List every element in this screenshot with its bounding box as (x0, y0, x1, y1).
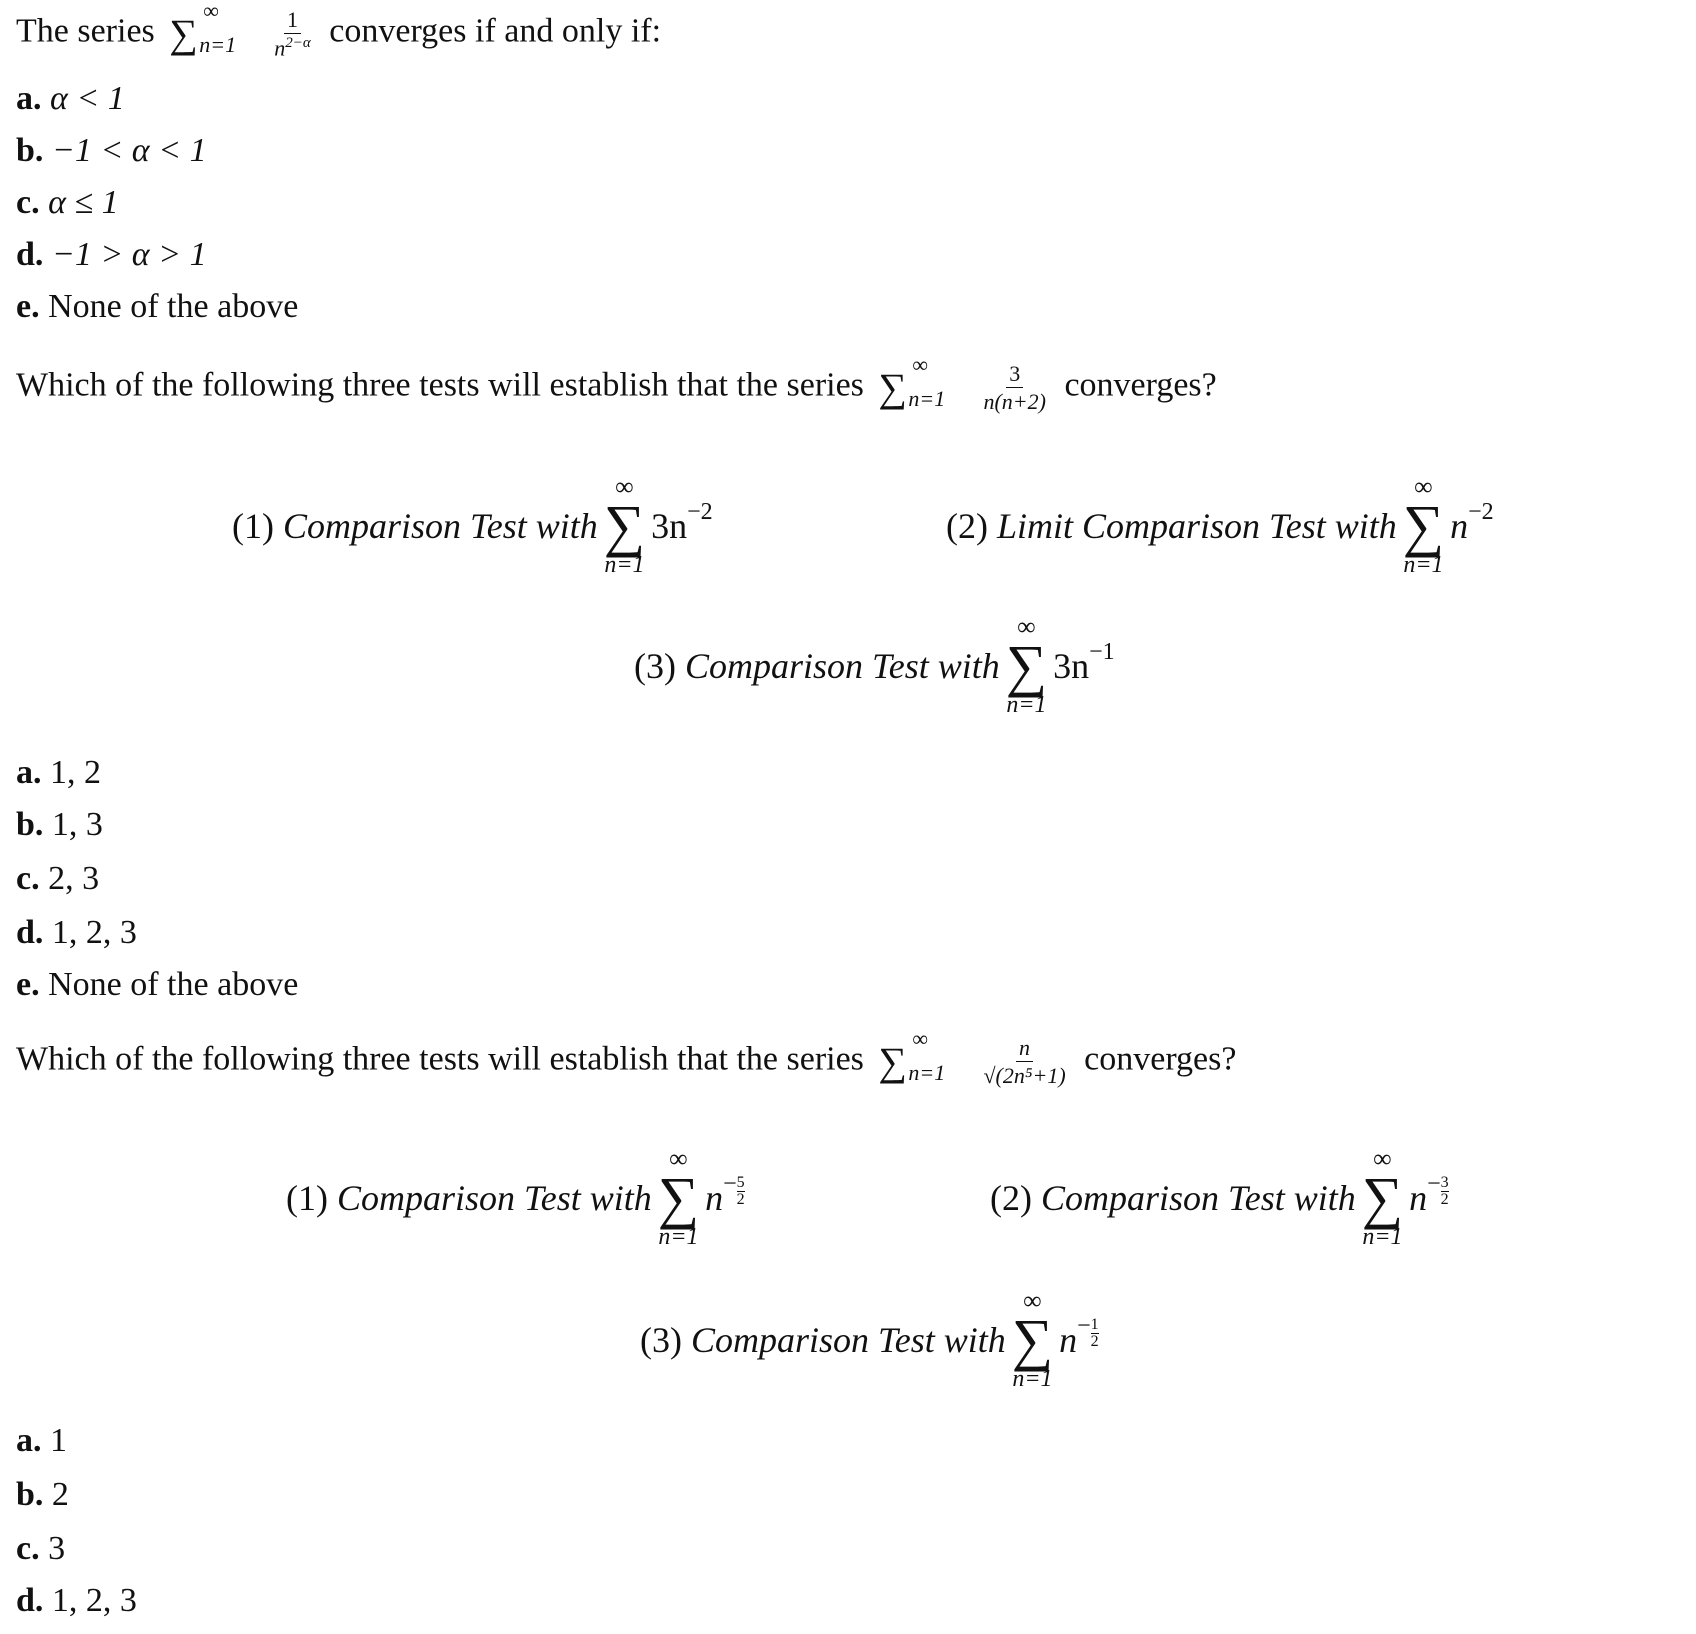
q3-option-b[interactable]: b. 2 (16, 1476, 69, 1513)
series-fraction: $\frac{n}{\text{√(2n⁵+1)}}$ (983, 1035, 1066, 1089)
q1-option-d[interactable]: d. −1 > α > 1 (16, 236, 207, 273)
prompt-text: converges? (1084, 1040, 1237, 1078)
question-2-prompt (16, 351, 1217, 415)
q1-option-e[interactable]: e. None of the above (16, 288, 299, 325)
q2-option-e[interactable]: e. None of the above (16, 966, 299, 1003)
q2-option-c[interactable]: c. 2, 3 (16, 860, 100, 897)
q3-option-d[interactable]: d. 1, 2, 3 (16, 1582, 137, 1619)
q2-option-b[interactable]: b. 1, 3 (16, 806, 103, 843)
q2-test-1: (1) Comparison Test with ∞ ∑ n=1 $3n^{-2}$ (232, 472, 713, 579)
sigma-symbol: ∞ ∑ n=1 (1361, 1144, 1404, 1251)
q2-option-d[interactable]: d. 1, 2, 3 (16, 914, 137, 951)
sigma-symbol: ∞ ∑ n=1 (657, 1144, 700, 1251)
q3-option-a[interactable]: a. 1 (16, 1422, 67, 1459)
q1-option-b[interactable]: b. −1 < α < 1 (16, 132, 207, 169)
prompt-text: converges if and only if: (329, 12, 662, 50)
q2-test-3: (3) Comparison Test with ∞ ∑ n=1 $3n^{-1}$ (634, 612, 1115, 719)
prompt-text: Which of the following three tests will establish that the series (16, 1040, 864, 1078)
q3-option-c[interactable]: c. 3 (16, 1530, 66, 1567)
prompt-text: Which of the following three tests will establish that the series (16, 366, 864, 404)
sigma-symbol: ∞ ∑ n=1 (603, 472, 646, 579)
sigma-symbol: ∑ ∞ n=1 (878, 351, 946, 411)
prompt-text: converges? (1064, 366, 1217, 404)
q3-test-2: (2) Comparison Test with ∞ ∑ n=1 n− $\frac{3}{2}$ (990, 1144, 1449, 1251)
q3-test-3: (3) Comparison Test with ∞ ∑ n=1 n− $\frac{1}{2}$ (640, 1286, 1099, 1393)
sigma-symbol: ∞ ∑ n=1 (1011, 1286, 1054, 1393)
q2-option-a[interactable]: a. 1, 2 (16, 754, 101, 791)
series-fraction: $\frac{3}{n(n+2)}$ (983, 361, 1046, 415)
question-1-prompt (16, 0, 662, 61)
sigma-symbol: ∑ ∞ n=1 (169, 0, 237, 57)
q1-option-a[interactable]: a. α < 1 (16, 80, 125, 117)
sigma-symbol: ∑ ∞ n=1 (878, 1025, 946, 1085)
series-fraction: $\frac{1}{n^{2-\alpha}}$ (274, 7, 311, 61)
prompt-text: The series (16, 12, 155, 50)
q1-option-c[interactable]: c. α ≤ 1 (16, 184, 119, 221)
sigma-symbol: ∞ ∑ n=1 (1005, 612, 1048, 719)
q2-test-2: (2) Limit Comparison Test with ∞ ∑ n=1 $n^{-2}$ (946, 472, 1494, 579)
sigma-symbol: ∞ ∑ n=1 (1402, 472, 1445, 579)
question-3-prompt (16, 1025, 1237, 1089)
q3-test-1: (1) Comparison Test with ∞ ∑ n=1 n− $\frac{5}{2}$ (286, 1144, 745, 1251)
